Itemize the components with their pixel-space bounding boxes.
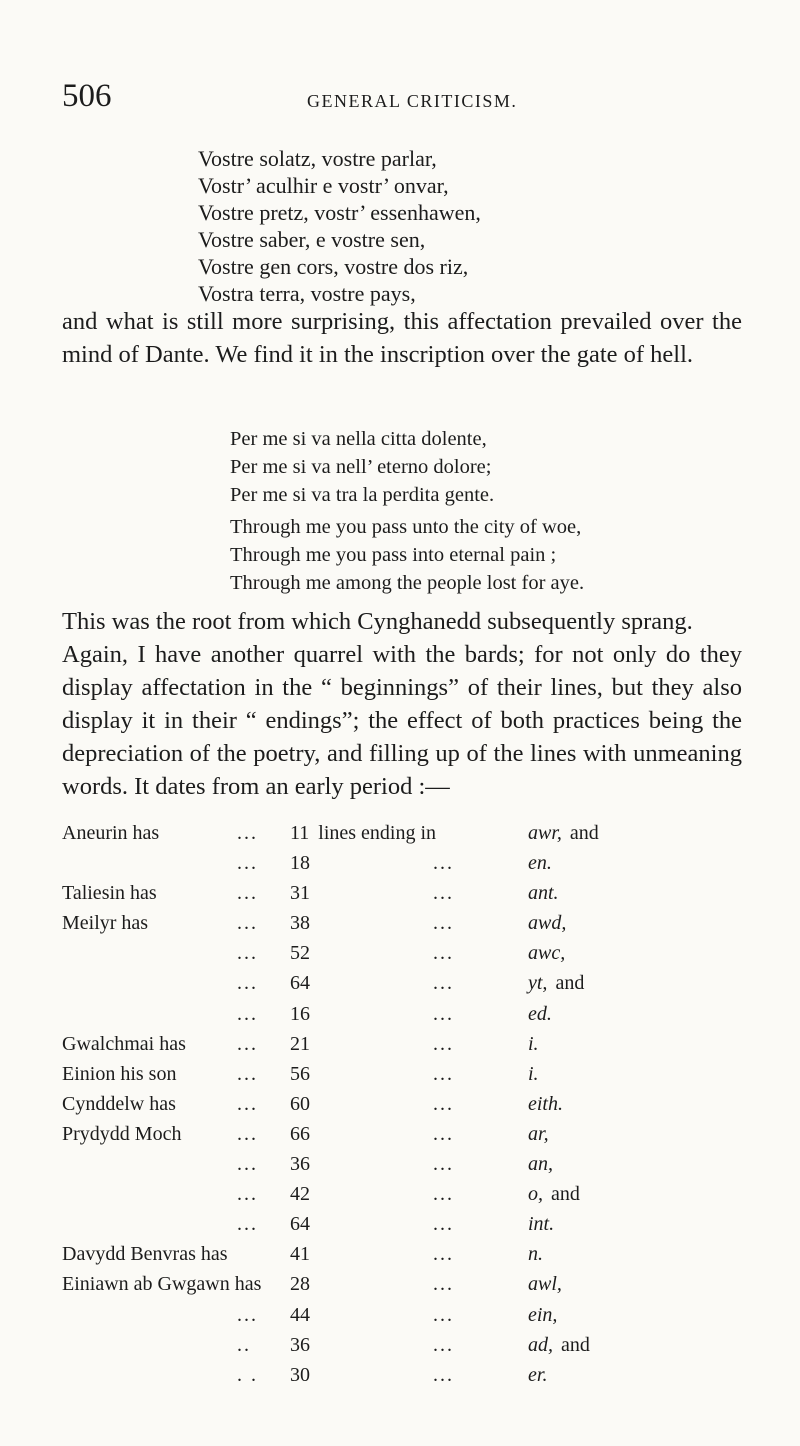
leader-dots: ...	[237, 912, 258, 935]
leader-dots: ...	[433, 882, 454, 905]
leader-dots: ...	[433, 1002, 454, 1025]
leader-dots: ...	[237, 1032, 258, 1055]
table-row	[62, 852, 742, 882]
page-header	[62, 78, 738, 118]
and-word: and	[561, 1333, 590, 1356]
ending-text: ar,	[528, 1122, 549, 1145]
word-ending	[528, 1273, 562, 1296]
leader-dots: ...	[237, 882, 258, 905]
word-ending	[528, 1183, 580, 1206]
bard-name: Taliesin has	[62, 882, 157, 905]
paragraph-text: and what is still more surprising, this affectation prevailed over the mind of Dante. We find it in the inscription over the gate of hell.	[62, 308, 742, 368]
line-count: 66	[290, 1122, 310, 1145]
ending-text: i.	[528, 1032, 539, 1055]
table-row	[62, 1334, 742, 1364]
verse-line: Through me you pass unto the city of woe,	[230, 516, 582, 538]
and-word: and	[551, 1183, 580, 1206]
bard-name: Einion his son	[62, 1062, 177, 1085]
verse-line: Vostre pretz, vostr’ essenhawen,	[198, 200, 481, 225]
table-row	[62, 1304, 742, 1334]
word-ending	[528, 882, 559, 905]
leader-dots: ...	[237, 972, 258, 995]
line-count: 42	[290, 1183, 310, 1206]
verse-line: Vostre solatz, vostre parlar,	[198, 146, 437, 171]
verse-line: Vostre saber, e vostre sen,	[198, 227, 426, 252]
verse-english	[230, 513, 584, 597]
word-ending	[528, 822, 599, 845]
line-count: 36	[290, 1333, 310, 1356]
leader-dots: ...	[237, 1002, 258, 1025]
word-ending	[528, 1003, 552, 1026]
leader-dots: ...	[433, 852, 454, 875]
leader-dots: ...	[433, 1333, 454, 1356]
leader-dots: ...	[237, 1092, 258, 1115]
word-ending	[528, 852, 552, 875]
word-ending	[528, 1334, 590, 1357]
and-word: and	[555, 972, 585, 995]
verse-line: Per me si va nella citta dolente,	[230, 428, 487, 450]
line-count: 44	[290, 1303, 310, 1326]
leader-dots: ...	[433, 1153, 454, 1176]
line-count: 21	[290, 1032, 310, 1055]
bard-name: Meilyr has	[62, 912, 149, 935]
ending-text: eith.	[528, 1092, 563, 1115]
leader-dots: ...	[433, 1273, 454, 1296]
leader-dots: ...	[433, 1092, 454, 1115]
line-count	[290, 822, 436, 845]
line-count: 64	[290, 1213, 310, 1236]
ending-text: en.	[528, 852, 552, 875]
ending-text: yt,	[528, 972, 548, 995]
table-row	[62, 1273, 742, 1303]
line-count: 18	[290, 852, 310, 875]
line-count: 31	[290, 882, 310, 905]
ending-text: int.	[528, 1213, 555, 1236]
line-count: 30	[290, 1363, 310, 1386]
word-ending	[528, 942, 565, 965]
table-row	[62, 912, 742, 942]
ending-text: i.	[528, 1062, 539, 1085]
leader-dots: ...	[237, 1062, 258, 1085]
leader-dots: ...	[433, 1183, 454, 1206]
ending-text: ed.	[528, 1002, 552, 1025]
bard-name: Davydd Benvras has	[62, 1243, 228, 1266]
paragraph-quarrel: Again, I have another quarrel with the bards; for not only do they display affectation in the “ beginnings” of their lines, but they also display it in their “ endings”; the effect of both practices being the depreciation of the poetry, and filling up of the lines with unmeaning words. It dates from an early period :—	[62, 641, 742, 800]
bard-name: Gwalchmai has	[62, 1032, 186, 1055]
ending-text: er.	[528, 1363, 548, 1386]
running-head: GENERAL CRITICISM.	[307, 91, 518, 111]
leader-dots: ...	[433, 1363, 454, 1386]
ending-text: an,	[528, 1153, 553, 1176]
ending-text: awr,	[528, 822, 562, 844]
verse-line: Through me you pass into eternal pain ;	[230, 544, 557, 566]
word-ending	[528, 912, 566, 935]
leader-dots: ...	[237, 1153, 258, 1176]
leader-dots: ...	[237, 1303, 258, 1326]
ending-text: o,	[528, 1183, 543, 1206]
paragraph-block	[62, 605, 742, 803]
word-ending	[528, 1093, 563, 1116]
verse-line: Vostre gen cors, vostre dos riz,	[198, 254, 469, 279]
verse-line: Per me si va tra la perdita gente.	[230, 484, 495, 506]
and-word: and	[569, 822, 599, 844]
word-ending	[528, 1153, 553, 1176]
word-ending	[528, 1243, 543, 1266]
leader-dots: ...	[237, 1122, 258, 1145]
ending-text: ein,	[528, 1303, 558, 1326]
bard-name: Aneurin has	[62, 822, 160, 844]
word-ending	[528, 1123, 549, 1146]
table-row	[62, 1243, 742, 1273]
table-row	[62, 822, 742, 852]
line-count: 41	[290, 1243, 310, 1266]
paragraph-dante	[62, 305, 742, 371]
line-count: 28	[290, 1273, 310, 1296]
ending-text: n.	[528, 1243, 543, 1266]
line-count: 16	[290, 1002, 310, 1025]
verse-line: Per me si va nell’ eterno dolore;	[230, 456, 492, 478]
line-count: 64	[290, 972, 310, 995]
ending-text: awl,	[528, 1273, 562, 1296]
line-count: 60	[290, 1092, 310, 1115]
line-count: 36	[290, 1153, 310, 1176]
bard-name: Einiawn ab Gwgawn has	[62, 1273, 262, 1296]
leader-dots: ...	[237, 852, 258, 875]
bard-name: Prydydd Moch	[62, 1122, 182, 1145]
leader-dots: . .	[237, 1363, 258, 1386]
table-row	[62, 972, 742, 1002]
leader-dots: ...	[433, 1243, 454, 1266]
table-row	[62, 882, 742, 912]
word-ending	[528, 1364, 547, 1387]
ending-text: ad,	[528, 1333, 553, 1356]
leader-dots: ...	[237, 942, 258, 965]
verse-italian	[230, 425, 494, 509]
leader-dots: ...	[433, 1122, 454, 1145]
ending-text: awc,	[528, 942, 566, 965]
leader-dots: ...	[433, 1303, 454, 1326]
verse-line: Vostr’ aculhir e vostr’ onvar,	[198, 173, 449, 198]
ending-text: awd,	[528, 912, 567, 935]
word-ending	[528, 1304, 557, 1327]
word-ending	[528, 1063, 539, 1086]
line-endings-table	[62, 822, 742, 1394]
table-row	[62, 1123, 742, 1153]
table-row	[62, 1213, 742, 1243]
leader-dots: ...	[237, 1213, 258, 1236]
word-ending	[528, 1213, 554, 1236]
table-row	[62, 942, 742, 972]
leader-dots: ...	[433, 1062, 454, 1085]
paragraph-root: This was the root from which Cynghanedd subsequently sprang.	[62, 608, 693, 635]
table-row	[62, 1364, 742, 1394]
leader-dots: ...	[237, 1183, 258, 1206]
leader-dots: ...	[433, 912, 454, 935]
table-row	[62, 1093, 742, 1123]
table-row	[62, 1153, 742, 1183]
line-count: 38	[290, 912, 310, 935]
leader-dots: ..	[237, 1333, 251, 1356]
table-row	[62, 1063, 742, 1093]
word-ending	[528, 1033, 539, 1056]
verse-line: Vostra terra, vostre pays,	[198, 281, 416, 306]
table-row	[62, 1183, 742, 1213]
bard-name: Cynddelw has	[62, 1092, 176, 1115]
table-row	[62, 1033, 742, 1063]
leader-dots: ...	[433, 942, 454, 965]
leader-dots: ...	[433, 1032, 454, 1055]
page-number: 506	[62, 78, 112, 114]
leader-dots: ...	[433, 972, 454, 995]
table-row	[62, 1003, 742, 1033]
line-count: 52	[290, 942, 310, 965]
line-count-value: 11	[290, 822, 310, 844]
word-ending	[528, 972, 584, 995]
line-count: 56	[290, 1062, 310, 1085]
leader-dots: ...	[433, 1213, 454, 1236]
verse-provencal	[198, 145, 481, 307]
verse-line: Through me among the people lost for aye.	[230, 572, 585, 594]
header-phrase: lines ending in	[318, 822, 437, 844]
leader-dots: ...	[237, 822, 258, 844]
ending-text: ant.	[528, 882, 559, 905]
